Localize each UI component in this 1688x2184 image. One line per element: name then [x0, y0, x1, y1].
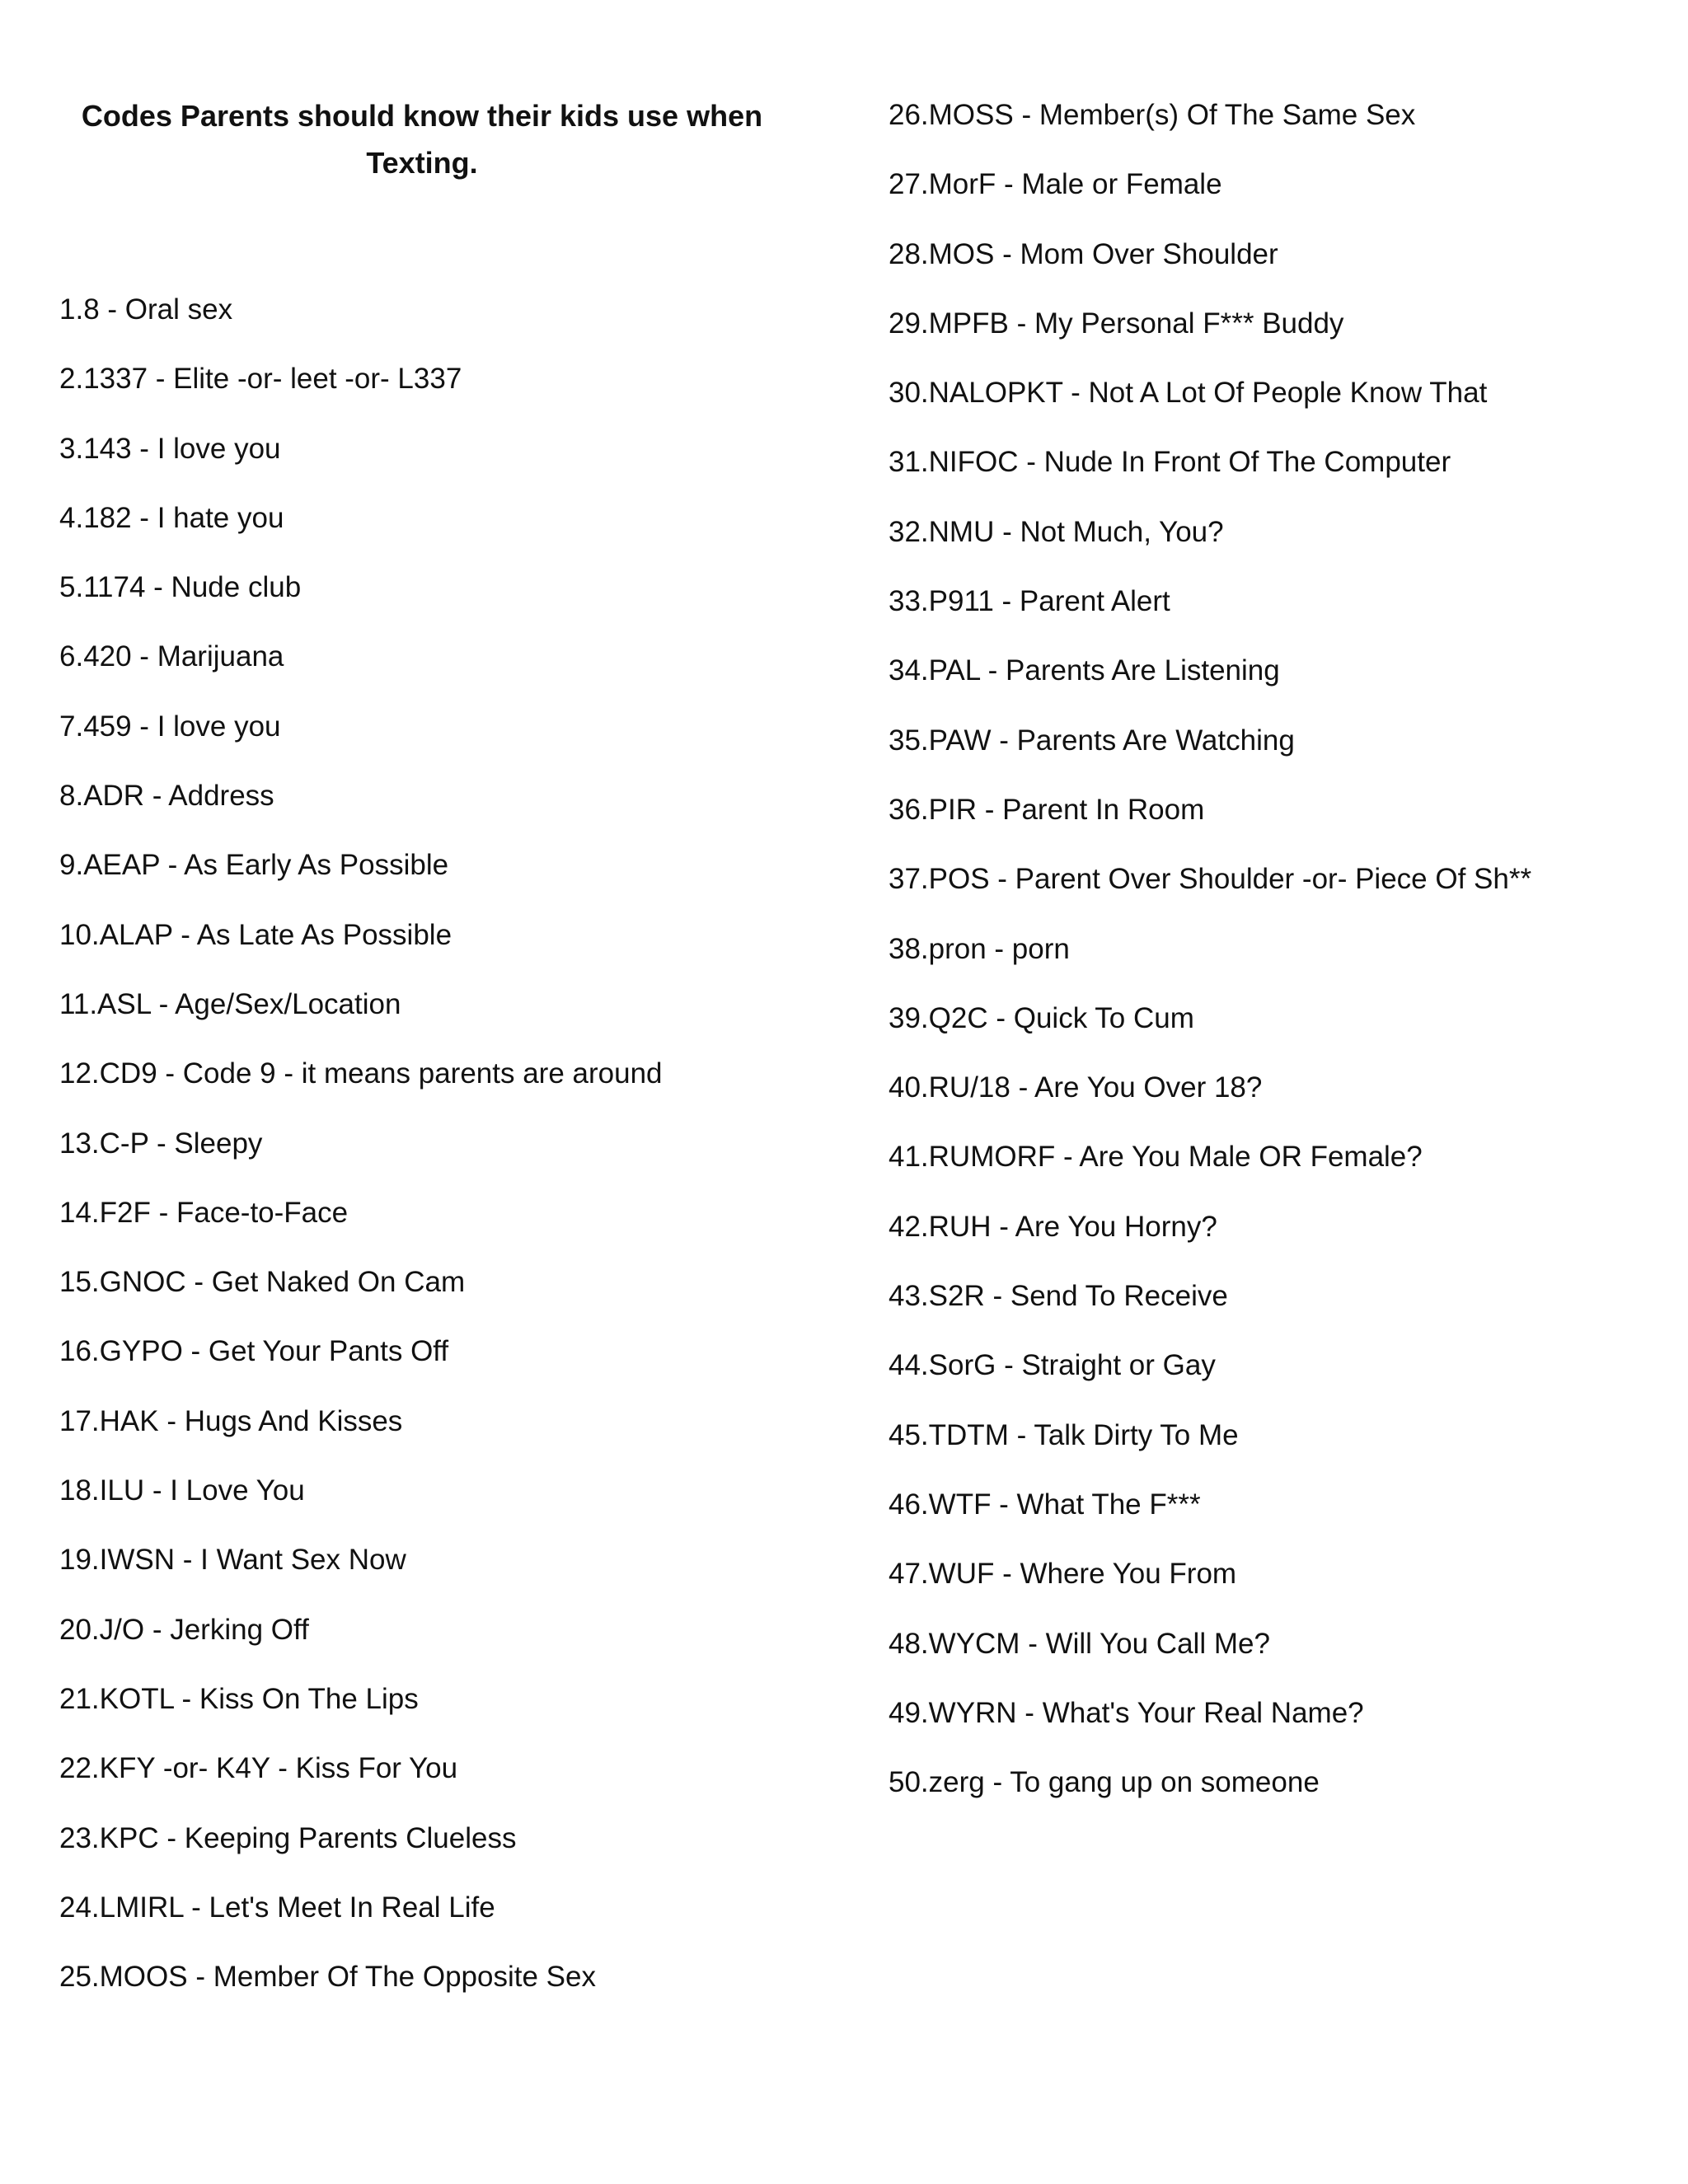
list-item: 15.GNOC - Get Naked On Cam [59, 1266, 466, 1299]
list-item: 22.KFY -or- K4Y - Kiss For You [59, 1752, 458, 1785]
list-item: 28.MOS - Mom Over Shoulder [889, 237, 1278, 270]
list-item: 21.KOTL - Kiss On The Lips [59, 1682, 419, 1715]
list-item: 19.IWSN - I Want Sex Now [59, 1544, 406, 1577]
list-item: 33.P911 - Parent Alert [889, 585, 1170, 618]
list-item: 5.1174 - Nude club [59, 571, 302, 604]
list-item: 8.ADR - Address [59, 780, 274, 813]
list-item: 45.TDTM - Talk Dirty To Me [889, 1418, 1239, 1451]
list-item: 6.420 - Marijuana [59, 640, 284, 673]
list-item: 3.143 - I love you [59, 432, 281, 465]
list-item: 31.NIFOC - Nude In Front Of The Computer [889, 446, 1451, 479]
list-item: 26.MOSS - Member(s) Of The Same Sex [889, 99, 1416, 131]
list-item: 25.MOOS - Member Of The Opposite Sex [59, 1961, 596, 1994]
list-item: 35.PAW - Parents Are Watching [889, 724, 1295, 757]
list-item: 17.HAK - Hugs And Kisses [59, 1404, 403, 1437]
page-title: Codes Parents should know their kids use when Texting. [81, 99, 763, 180]
list-item: 34.PAL - Parents Are Listening [889, 654, 1280, 687]
list-item: 12.CD9 - Code 9 - it means parents are around [59, 1057, 663, 1090]
list-item: 27.MorF - Male or Female [889, 168, 1222, 201]
list-item: 40.RU/18 - Are You Over 18? [889, 1071, 1263, 1104]
list-item: 29.MPFB - My Personal F*** Buddy [889, 307, 1344, 340]
list-item: 39.Q2C - Quick To Cum [889, 1001, 1194, 1034]
list-item: 14.F2F - Face-to-Face [59, 1196, 349, 1229]
list-item: 42.RUH - Are You Horny? [889, 1210, 1217, 1243]
list-item: 23.KPC - Keeping Parents Clueless [59, 1821, 517, 1854]
left-column-list [59, 290, 834, 2027]
list-item: 48.WYCM - Will You Call Me? [889, 1627, 1270, 1660]
list-item: 47.WUF - Where You From [889, 1558, 1237, 1591]
list-item: 49.WYRN - What's Your Real Name? [889, 1696, 1364, 1729]
list-item: 7.459 - I love you [59, 710, 281, 743]
list-item: 44.SorG - Straight or Gay [889, 1349, 1216, 1382]
list-item: 24.LMIRL - Let's Meet In Real Life [59, 1891, 495, 1924]
list-item: 38.pron - porn [889, 932, 1070, 965]
list-item: 36.PIR - Parent In Room [889, 793, 1205, 826]
list-item: 2.1337 - Elite -or- leet -or- L337 [59, 363, 462, 396]
list-item: 1.8 - Oral sex [59, 293, 233, 326]
list-item: 20.J/O - Jerking Off [59, 1613, 309, 1646]
list-item: 16.GYPO - Get Your Pants Off [59, 1335, 449, 1368]
list-item: 13.C-P - Sleepy [59, 1127, 263, 1160]
list-item: 4.182 - I hate you [59, 501, 284, 534]
list-item: 30.NALOPKT - Not A Lot Of People Know That [889, 377, 1488, 410]
list-item: 41.RUMORF - Are You Male OR Female? [889, 1141, 1423, 1174]
list-item: 46.WTF - What The F*** [889, 1488, 1201, 1521]
list-item: 37.POS - Parent Over Shoulder -or- Piece Of Sh** [889, 863, 1532, 896]
list-item: 9.AEAP - As Early As Possible [59, 849, 449, 882]
list-item: 10.ALAP - As Late As Possible [59, 918, 452, 951]
list-item: 50.zerg - To gang up on someone [889, 1766, 1320, 1799]
right-column-list [889, 96, 1663, 1832]
list-item: 11.ASL - Age/Sex/Location [59, 987, 401, 1020]
list-item: 18.ILU - I Love You [59, 1474, 305, 1507]
list-item: 32.NMU - Not Much, You? [889, 515, 1224, 548]
list-item: 43.S2R - Send To Receive [889, 1280, 1228, 1313]
